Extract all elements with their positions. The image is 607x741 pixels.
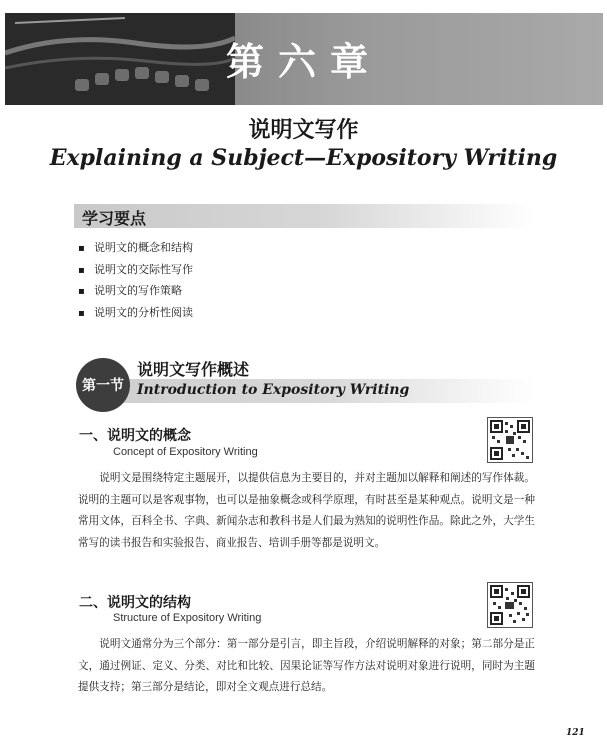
- list-item: ▪ 说明文的分析性阅读: [78, 303, 193, 325]
- list-item: ▪ 说明文的交际性写作: [78, 260, 193, 282]
- key-points-heading: [74, 204, 534, 228]
- paragraph: 说明文通常分为三个部分：第一部分是引言，即主旨段，介绍说明解释的对象；第二部分是正文，通过例证、定义、分类、对比和比较、因果论证等写作方法对说明对象进行说明，同时为主题提供支持；第三部分是结论，即对全文观点进行总结。: [78, 638, 535, 693]
- chapter-title: 第六章: [225, 39, 382, 84]
- subsection-title-chinese: 一、说明文的概念: [79, 428, 191, 444]
- section-badge: 第一节: [76, 358, 130, 412]
- list-item: ▪ 说明文的写作策略: [78, 281, 193, 303]
- section-title-chinese: 说明文写作概述: [137, 360, 250, 379]
- qr-code-icon[interactable]: [487, 417, 533, 463]
- key-points-list: [78, 238, 193, 324]
- key-points-heading-text: 学习要点: [82, 209, 147, 228]
- list-item: ▪ 说明文的概念和结构: [78, 238, 193, 260]
- qr-code-icon[interactable]: [487, 582, 533, 628]
- section-title-english: Introduction to Expository Writing: [137, 382, 410, 398]
- subsection-title-chinese: 二、说明文的结构: [79, 595, 191, 611]
- page-title-chinese: 说明文写作: [248, 117, 359, 143]
- subsection-title-english: Structure of Expository Writing: [113, 612, 262, 624]
- subsection-title-english: Concept of Expository Writing: [113, 446, 258, 458]
- page-number: 121: [566, 728, 585, 738]
- page-title-english: Explaining a Subject—Expository Writing: [49, 145, 558, 171]
- paragraph: 说明文是围绕特定主题展开，以提供信息为主要目的，并对主题加以解释和阐述的写作体裁。说明的主题可以是客观事物，也可以是抽象概念或科学原理，有时甚至是某种观点。说明文是一种常用文体，百科全书、字典、新闻杂志和教科书是人们最为熟知的说明性作品。除此之外，大学生常写的读书报告和实验报告、商业报告、培训手册等都是说明文。: [78, 472, 535, 549]
- chapter-banner: [5, 13, 603, 105]
